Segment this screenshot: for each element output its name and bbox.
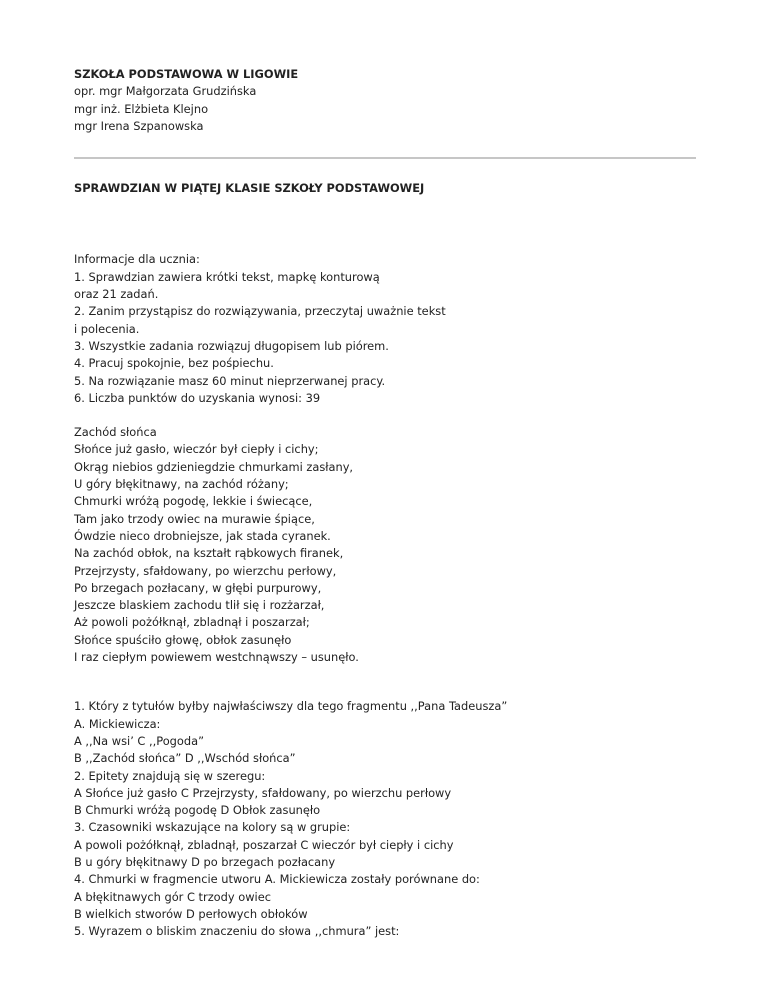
info-line: 6. Liczba punktów do uzyskania wynosi: 39	[74, 390, 321, 405]
questions	[74, 698, 696, 940]
info-line: 5. Na rozwiązanie masz 60 minut nieprzerwanej pracy.	[74, 373, 386, 388]
poem	[74, 424, 696, 666]
info-line: 2. Zanim przystąpisz do rozwiązywania, przeczytaj uważnie tekst	[74, 304, 446, 319]
poem-line: Tam jako trzody owiec na murawie śpiące,	[74, 511, 315, 526]
question-line: A ,,Na wsi’ C ,,Pogoda”	[74, 733, 204, 748]
question-line: 4. Chmurki w fragmencie utworu A. Mickiewicza zostały porównane do:	[74, 872, 480, 887]
info-heading: Informacje dla ucznia:	[74, 252, 200, 267]
poem-line: Po brzegach pozłacany, w głębi purpurowy,	[74, 580, 322, 595]
info-line: oraz 21 zadań.	[74, 287, 159, 302]
school-name: SZKOŁA PODSTAWOWA W LIGOWIE	[74, 67, 299, 81]
info-line: i polecenia.	[74, 321, 140, 336]
question-line: 3. Czasowniki wskazujące na kolory są w grupie:	[74, 820, 351, 835]
poem-line: Okrąg niebios gdzieniegdzie chmurkami zasłany,	[74, 459, 354, 474]
info-line: 4. Pracuj spokojnie, bez pośpiechu.	[74, 356, 274, 371]
poem-line: Słońce spuściło głowę, obłok zasunęło	[74, 632, 292, 647]
question-line: A błękitnawych gór C trzody owiec	[74, 889, 271, 904]
author-line: mgr Irena Szpanowska	[74, 118, 204, 133]
info-line: 1. Sprawdzian zawiera krótki tekst, mapkę konturową	[74, 269, 380, 284]
question-line: B u góry błękitnawy D po brzegach pozłacany	[74, 854, 336, 869]
info-line: 3. Wszystkie zadania rozwiązuj długopisem lub piórem.	[74, 338, 389, 353]
question-line: B wielkich stworów D perłowych obłoków	[74, 906, 308, 921]
poem-line: Słońce już gasło, wieczór był ciepły i cichy;	[74, 442, 319, 457]
question-line: 5. Wyrazem o bliskim znaczeniu do słowa ,,chmura” jest:	[74, 924, 400, 939]
author-line: mgr inż. Elżbieta Klejno	[74, 101, 209, 116]
poem-line: Ówdzie nieco drobniejsze, jak stada cyranek.	[74, 528, 331, 543]
exam-title: SPRAWDZIAN W PIĄTEJ KLASIE SZKOŁY PODSTAWOWEJ	[74, 181, 425, 196]
poem-line: U góry błękitnawy, na zachód różany;	[74, 477, 289, 492]
poem-line: Jeszcze blaskiem zachodu tlił się i rozżarzał,	[74, 598, 325, 613]
question-line: 2. Epitety znajdują się w szeregu:	[74, 768, 266, 783]
question-line: A Słońce już gasło C Przejrzysty, sfałdowany, po wierzchu perłowy	[74, 785, 452, 800]
poem-line: I raz ciepłym powiewem westchnąwszy – usunęło.	[74, 650, 359, 665]
document-page	[74, 66, 696, 940]
poem-line: Na zachód obłok, na kształt rąbkowych firanek,	[74, 546, 344, 561]
divider-container	[74, 157, 696, 159]
poem-line: Przejrzysty, sfałdowany, po wierzchu perłowy,	[74, 563, 337, 578]
horizontal-divider	[74, 157, 696, 159]
question-line: B ,,Zachód słońca” D ,,Wschód słońca”	[74, 751, 296, 766]
question-line: A. Mickiewicza:	[74, 716, 161, 731]
student-information	[74, 251, 696, 407]
document-header	[74, 66, 696, 135]
question-line: A powoli pożółknął, zbladnął, poszarzał C wieczór był ciepły i cichy	[74, 837, 454, 852]
poem-title: Zachód słońca	[74, 425, 157, 440]
poem-line: Chmurki wróżą pogodę, lekkie i świecące,	[74, 494, 313, 509]
question-line: B Chmurki wróżą pogodę D Obłok zasunęło	[74, 803, 321, 818]
question-line: 1. Który z tytułów byłby najwłaściwszy dla tego fragmentu ,,Pana Tadeusza”	[74, 699, 508, 714]
author-line: opr. mgr Małgorzata Grudzińska	[74, 84, 257, 99]
poem-line: Aż powoli pożółknął, zbladnął i poszarzał;	[74, 615, 310, 630]
